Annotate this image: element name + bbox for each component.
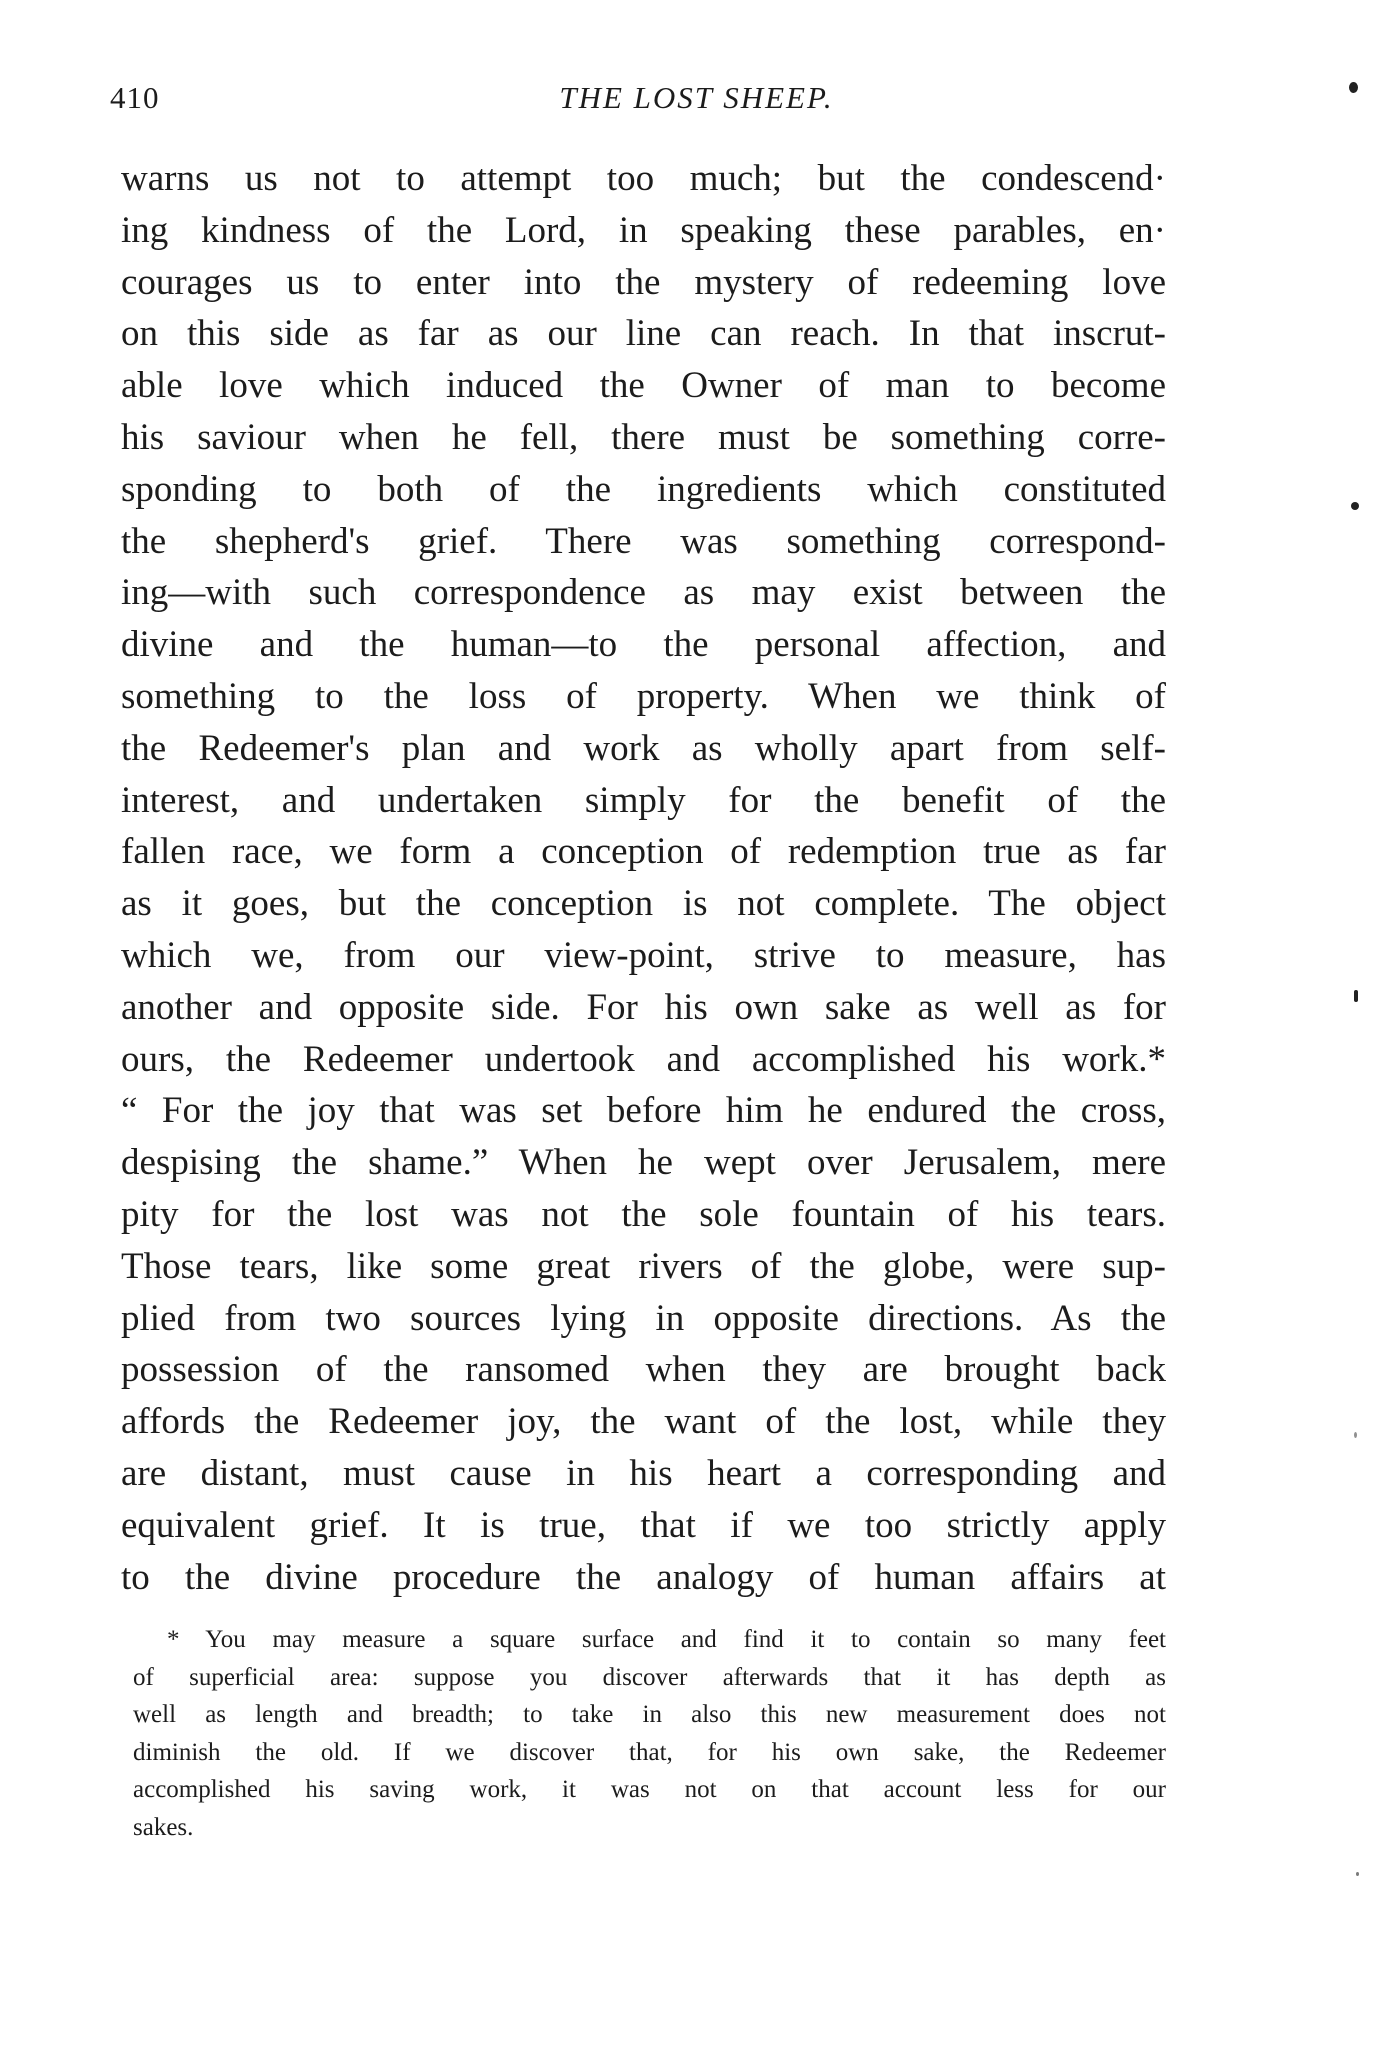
body-line: as it goes, but the conception is not complete. The object: [121, 883, 1166, 925]
body-line: affords the Redeemer joy, the want of the lost, while they: [121, 1401, 1166, 1443]
body-line: ing—with such correspondence as may exist between the: [121, 572, 1166, 614]
footnote-line: accomplished his saving work, it was not on that account less for our: [133, 1776, 1166, 1803]
body-line: courages us to enter into the mystery of redeeming love: [121, 261, 1166, 303]
footnote-line: diminish the old. If we discover that, for his own sake, the Redeemer: [133, 1738, 1166, 1766]
body-line: are distant, must cause in his heart a corresponding and: [121, 1452, 1166, 1494]
body-line: despising the shame.” When he wept over Jerusalem, mere: [121, 1142, 1166, 1184]
body-line: ours, the Redeemer undertook and accomplished his work.*: [121, 1038, 1166, 1080]
body-line: another and opposite side. For his own sake as well as for: [121, 986, 1166, 1028]
body-line: equivalent grief. It is true, that if we too strictly apply: [121, 1504, 1166, 1546]
running-title: THE LOST SHEEP.: [559, 80, 834, 115]
body-line: pity for the lost was not the sole fountain of his tears.: [121, 1193, 1166, 1235]
footnote-line: * You may measure a square surface and find it to contain so many feet: [167, 1626, 1166, 1653]
body-line: fallen race, we form a conception of redemption true as far: [121, 831, 1166, 873]
footnote-line: of superficial area: suppose you discover afterwards that it has depth as: [133, 1663, 1166, 1691]
body-line: warns us not to attempt too much; but the condescend·: [121, 158, 1166, 199]
body-line: sponding to both of the ingredients which constituted: [121, 468, 1166, 510]
body-line: on this side as far as our line can reach. In that inscrut-: [121, 313, 1166, 355]
scan-speck: [1354, 990, 1358, 1002]
scan-speck: [1351, 502, 1359, 510]
scan-speck: [1354, 1432, 1357, 1438]
body-line: Those tears, like some great rivers of the globe, were sup-: [121, 1245, 1166, 1287]
scan-speck: [1356, 1872, 1359, 1876]
body-line: interest, and undertaken simply for the benefit of the: [121, 779, 1166, 821]
footnote: [133, 1621, 1166, 1846]
body-line: able love which induced the Owner of man to become: [121, 365, 1166, 407]
body-line: his saviour when he fell, there must be something corre-: [121, 416, 1166, 458]
body-line: to the divine procedure the analogy of human affairs at: [121, 1556, 1166, 1598]
body-line: possession of the ransomed when they are brought back: [121, 1349, 1166, 1391]
body-line: divine and the human—to the personal affection, and: [121, 624, 1166, 666]
body-line: plied from two sources lying in opposite directions. As the: [121, 1297, 1166, 1339]
footnote-line: well as length and breadth; to take in also this new measurement does not: [133, 1701, 1166, 1728]
body-line: which we, from our view-point, strive to measure, has: [121, 934, 1166, 976]
body-line: the Redeemer's plan and work as wholly apart from self-: [121, 727, 1166, 769]
body-line: something to the loss of property. When we think of: [121, 675, 1166, 717]
body-line: ing kindness of the Lord, in speaking these parables, en·: [121, 209, 1166, 251]
body-line: “ For the joy that was set before him he endured the cross,: [121, 1090, 1166, 1132]
scan-speck: [1349, 82, 1358, 93]
body-text: [121, 153, 1166, 1603]
page-number: 410: [110, 80, 160, 115]
body-line: the shepherd's grief. There was something correspond-: [121, 520, 1166, 562]
footnote-line: sakes.: [133, 1813, 194, 1841]
